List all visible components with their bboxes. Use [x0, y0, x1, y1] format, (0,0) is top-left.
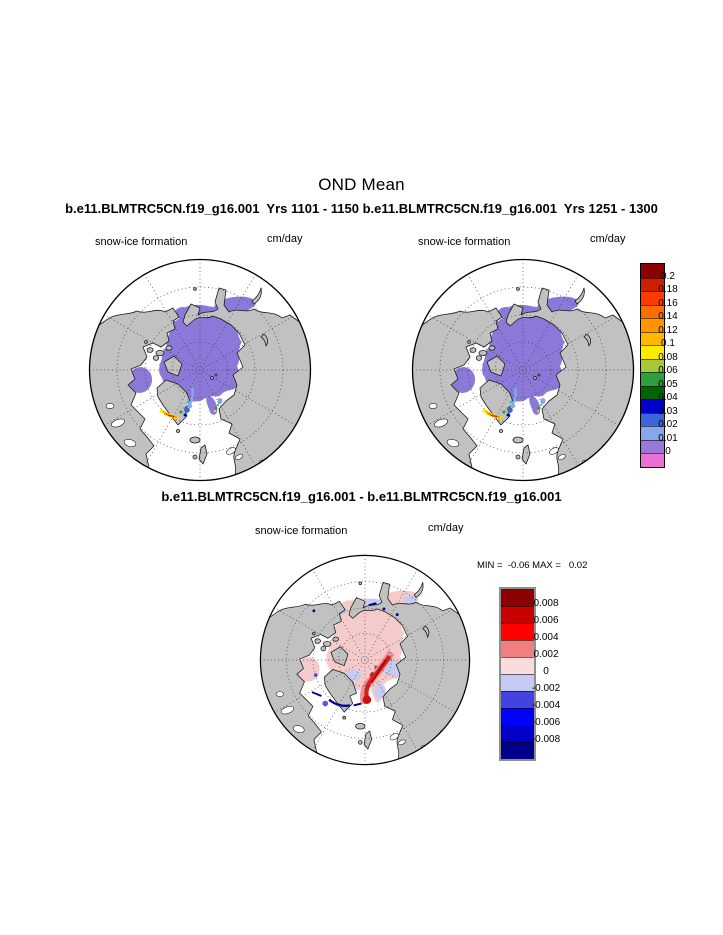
colorbar-tick-label: 0.12 — [658, 324, 678, 336]
colorbar-tick-label: 0.01 — [658, 432, 678, 444]
panel1-variable-label: snow-ice formation — [95, 236, 188, 248]
colorbar-tick-label: -0.004 — [531, 700, 561, 711]
panel3-units-label: cm/day — [428, 522, 464, 534]
colorbar-tick-label: 0.14 — [658, 311, 678, 322]
min-max-readout: MIN = -0.06 MAX = 0.02 — [477, 560, 588, 571]
colorbar-tick-label: 0.02 — [658, 419, 678, 430]
map-panel-top-left — [88, 258, 312, 482]
panel1-units-label: cm/day — [267, 233, 303, 245]
figure-subtitle: b.e11.BLMTRC5CN.f19_g16.001 Yrs 1101 - 1150 b.e11.BLMTRC5CN.f19_g16.001 Yrs 1251 - 1300 — [65, 201, 658, 216]
panel2-units-label: cm/day — [590, 233, 626, 245]
colorbar-tick-label: 0.1 — [661, 338, 675, 349]
colorbar-tick-label: 0.002 — [533, 649, 559, 660]
figure-title: OND Mean — [318, 175, 405, 194]
colorbar-tick-label: 0.05 — [658, 378, 678, 390]
colorbar-tick-label: 0.04 — [658, 392, 678, 403]
colorbar-tick-label: -0.006 — [531, 717, 561, 728]
colorbar-tick-label: 0.004 — [533, 632, 559, 643]
diff-section-title: b.e11.BLMTRC5CN.f19_g16.001 - b.e11.BLMTRC5CN.f19_g16.001 — [161, 489, 562, 504]
colorbar-tick-label: 0.008 — [533, 598, 559, 609]
colorbar-tick-label: 0.2 — [661, 270, 675, 282]
colorbar-tick-label: 0 — [543, 666, 549, 677]
colorbar-tick-label: 0.08 — [658, 351, 678, 363]
colorbar-tick-label: 0.006 — [533, 615, 559, 626]
colorbar-tick-label: 0.16 — [658, 297, 678, 309]
panel2-variable-label: snow-ice formation — [418, 236, 511, 248]
colorbar-tick-label: -0.002 — [531, 683, 561, 694]
colorbar-tick-label: 0 — [665, 446, 671, 457]
colorbar-tick-label: 0.18 — [658, 284, 678, 295]
map-panel-difference — [259, 554, 471, 766]
colorbar-tick-label: 0.03 — [658, 405, 678, 417]
colorbar-tick-label: -0.008 — [531, 734, 561, 745]
map-panel-top-right — [411, 258, 635, 482]
colorbar-tick-label: 0.06 — [658, 365, 678, 376]
panel3-variable-label: snow-ice formation — [255, 525, 348, 537]
